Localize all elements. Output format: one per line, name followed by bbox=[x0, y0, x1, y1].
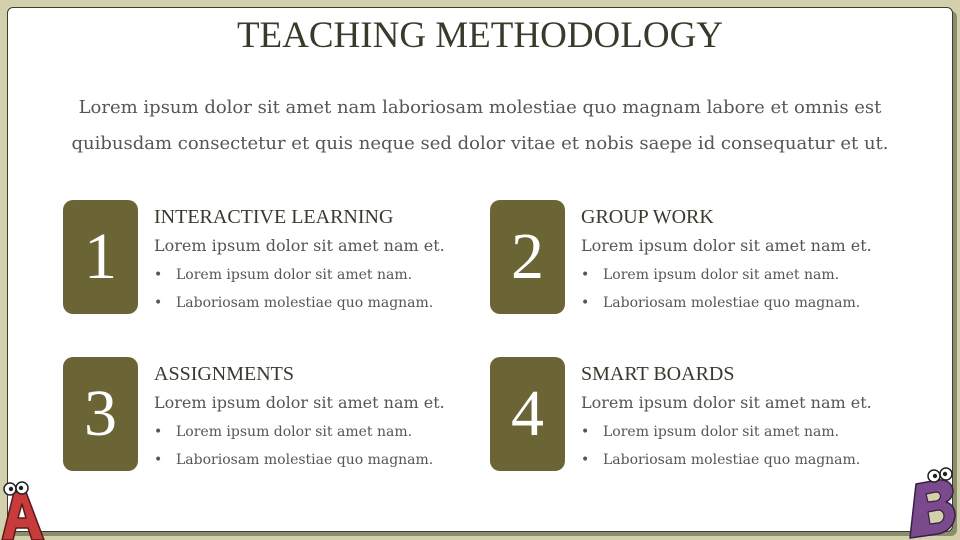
method-bullets-4 bbox=[581, 423, 901, 469]
method-title-1: INTERACTIVE LEARNING bbox=[154, 206, 394, 228]
bullet-item: • Lorem ipsum dolor sit amet nam. bbox=[154, 423, 474, 441]
method-bullets-1 bbox=[154, 266, 474, 312]
slide-title: TEACHING METHODOLOGY bbox=[236, 15, 724, 56]
method-body-3 bbox=[154, 363, 474, 479]
bullet-item: • Lorem ipsum dolor sit amet nam. bbox=[581, 423, 901, 441]
method-bullets-2 bbox=[581, 266, 901, 312]
bullet-item: • Laboriosam molestiae quo magnam. bbox=[581, 451, 901, 469]
intro-line-2: quibusdam consectetur et quis neque sed dolor vitae et nobis saepe id consequatur et ut. bbox=[71, 133, 889, 154]
method-title-3: ASSIGNMENTS bbox=[154, 363, 295, 385]
bullet-item: • Laboriosam molestiae quo magnam. bbox=[154, 451, 474, 469]
letter-a-character-icon bbox=[0, 478, 48, 540]
letter-b-character-icon bbox=[902, 466, 960, 540]
intro-line-1: Lorem ipsum dolor sit amet nam laboriosam molestiae quo magnam labore et omnis est bbox=[78, 97, 882, 118]
number-box-2: 2 bbox=[490, 200, 565, 314]
method-body-1 bbox=[154, 206, 474, 322]
bullet-item: • Laboriosam molestiae quo magnam. bbox=[581, 294, 901, 312]
method-bullets-3 bbox=[154, 423, 474, 469]
bullet-item: • Lorem ipsum dolor sit amet nam. bbox=[154, 266, 474, 284]
method-body-2 bbox=[581, 206, 901, 322]
bullet-item: • Lorem ipsum dolor sit amet nam. bbox=[581, 266, 901, 284]
method-title-2: GROUP WORK bbox=[581, 206, 714, 228]
number-box-4: 4 bbox=[490, 357, 565, 471]
method-title-4: SMART BOARDS bbox=[581, 363, 735, 385]
method-description-2: Lorem ipsum dolor sit amet nam et. bbox=[581, 236, 872, 255]
number-box-3: 3 bbox=[63, 357, 138, 471]
number-box-1: 1 bbox=[63, 200, 138, 314]
method-description-3: Lorem ipsum dolor sit amet nam et. bbox=[154, 393, 445, 412]
bullet-item: • Laboriosam molestiae quo magnam. bbox=[154, 294, 474, 312]
method-description-1: Lorem ipsum dolor sit amet nam et. bbox=[154, 236, 445, 255]
intro-paragraph bbox=[40, 90, 920, 162]
method-body-4 bbox=[581, 363, 901, 479]
method-description-4: Lorem ipsum dolor sit amet nam et. bbox=[581, 393, 872, 412]
